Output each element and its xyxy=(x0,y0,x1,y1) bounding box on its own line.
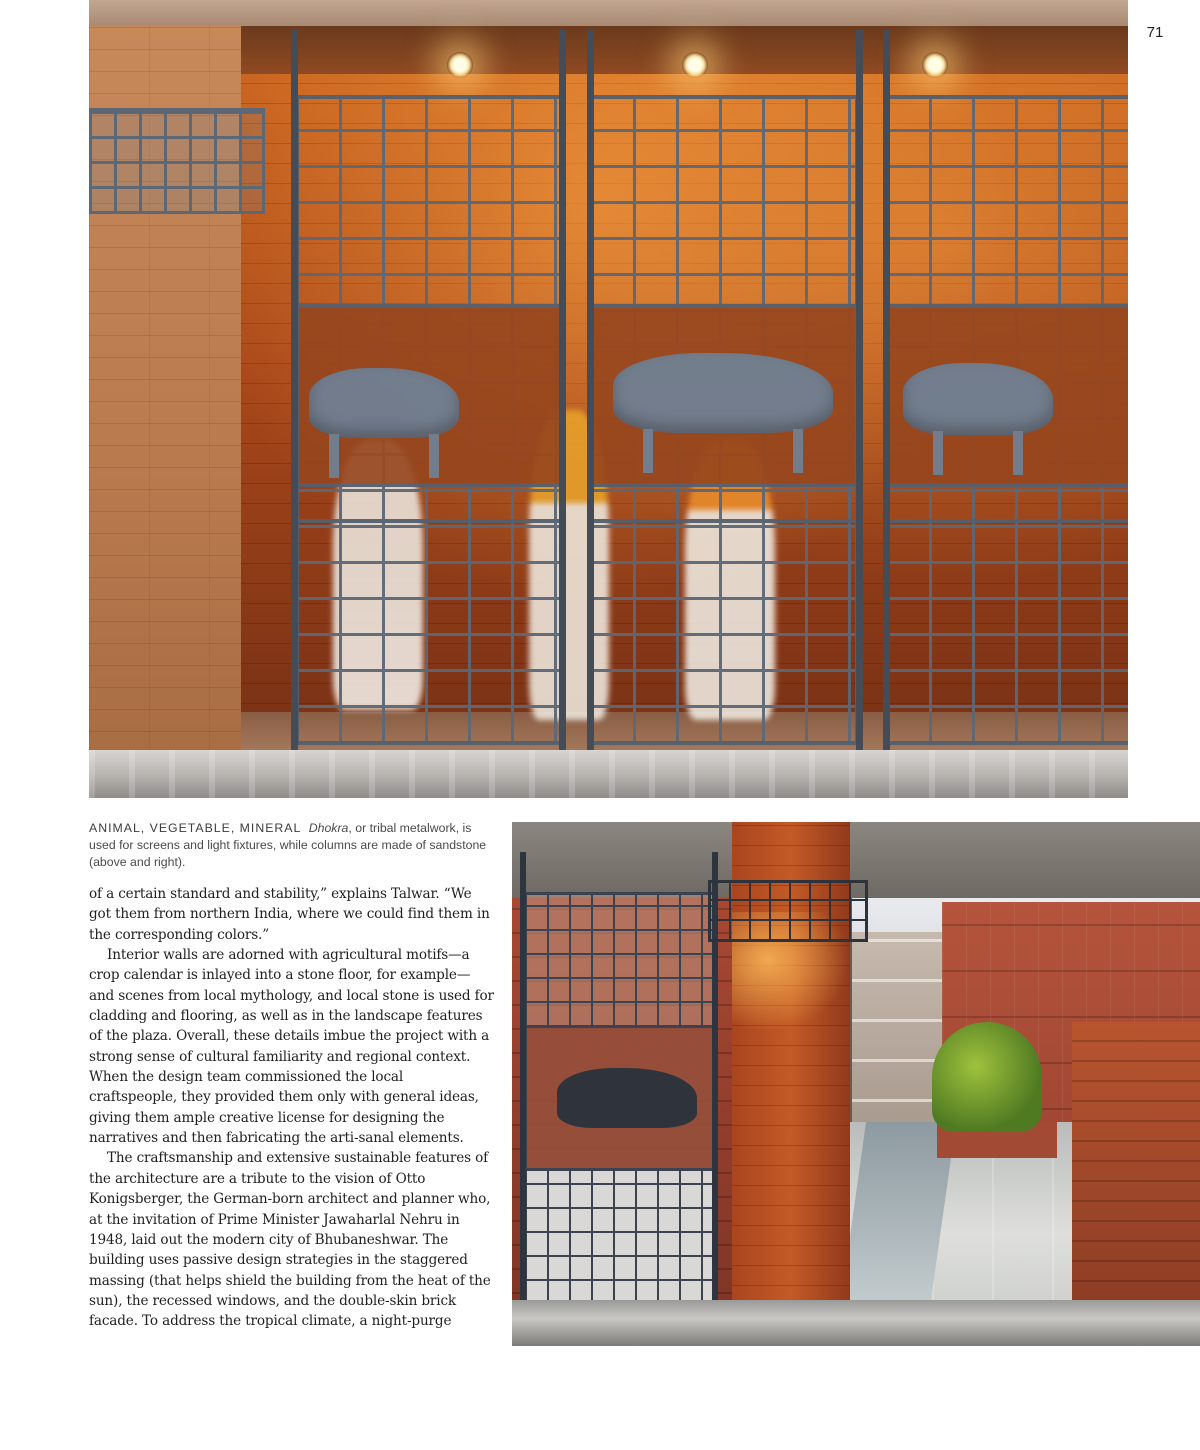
steel-post xyxy=(856,30,863,750)
screen-grid-bottom xyxy=(299,519,559,698)
ceiling-light-icon xyxy=(922,52,948,78)
stone-ledge xyxy=(512,1300,1200,1346)
screen-grid-bottom xyxy=(593,519,855,698)
body-paragraph: Interior walls are adorned with agricultural motifs—a crop calendar is inlayed into a stone floor, for example—and scenes from local mythology, and local stone is used for cladding and flooring, as well as in the landscape features of the plaza. Overall, these details imbue the project with a strong sense of cultural familiarity and regional context. When the design team commissioned the local craftspeople, they provided them only with general ideas, giving them ample creative license for designing the narratives and then fabricating the arti-sanal elements. xyxy=(89,947,494,1147)
steel-post xyxy=(883,30,890,750)
steel-post xyxy=(520,852,526,1322)
ceiling-light-icon xyxy=(447,52,473,78)
bull-icon xyxy=(309,368,459,438)
screen-animal-band xyxy=(593,304,855,487)
steel-post xyxy=(291,30,298,750)
buffalo-icon xyxy=(903,363,1053,435)
article-body xyxy=(89,884,494,1332)
body-paragraph: The craftsmanship and extensive sustainable features of the architecture are a tribute to the vision of Otto Konigsberger, the German-born architect and planner who, at the invitation of Prime Minister Jawaharlal Nehru in 1948, laid out the modern city of Bhubaneshwar. The building uses passive design strategies in the staggered massing (that helps shield the building from the heat of the sun), the recessed windows, and the double-skin brick facade. To address the tropical climate, a night-purge xyxy=(89,1150,491,1330)
screen-grid-top xyxy=(299,99,559,304)
caption-title: ANIMAL, VEGETABLE, MINERAL xyxy=(89,821,302,835)
metal-light-fixture xyxy=(708,880,868,942)
caption-term: Dhokra xyxy=(308,821,349,835)
dhokra-screen-panel xyxy=(885,95,1128,745)
screen-grid-bottom xyxy=(889,519,1128,698)
screen-grid-top xyxy=(889,99,1128,304)
dhokra-screen-panel xyxy=(295,95,563,745)
page-number: 71 xyxy=(1146,24,1164,41)
ceiling-light-icon xyxy=(682,52,708,78)
photo-courtyard xyxy=(512,822,1200,1346)
dhokra-screen-panel xyxy=(524,892,718,1328)
ceiling xyxy=(89,0,1128,26)
dhokra-screen-panel xyxy=(589,95,859,745)
screen-animal-band xyxy=(889,304,1128,487)
brick-wall xyxy=(1072,1022,1200,1322)
steel-post xyxy=(559,30,566,750)
screen-animal-band xyxy=(527,1028,715,1171)
metal-light-fixture xyxy=(89,108,265,214)
palm-plant-icon xyxy=(932,1022,1042,1132)
body-paragraph: of a certain standard and stability,” explains Talwar. “We got them from northern India, where we could find them in the corresponding colors.” xyxy=(89,886,490,943)
steel-post xyxy=(587,30,594,750)
screen-animal-band xyxy=(299,304,559,487)
caption-text: , or tribal metalwork, is used for screens and light fixtures, while columns are made of sandstone (above and right). xyxy=(89,821,487,869)
screen-grid-top xyxy=(527,895,715,1028)
stone-ledge xyxy=(89,750,1128,798)
deer-icon xyxy=(557,1068,697,1128)
photo-caption xyxy=(89,820,494,870)
screen-grid-top xyxy=(593,99,855,304)
photo-dhokra-screens xyxy=(89,0,1128,798)
cow-icon xyxy=(613,353,833,433)
